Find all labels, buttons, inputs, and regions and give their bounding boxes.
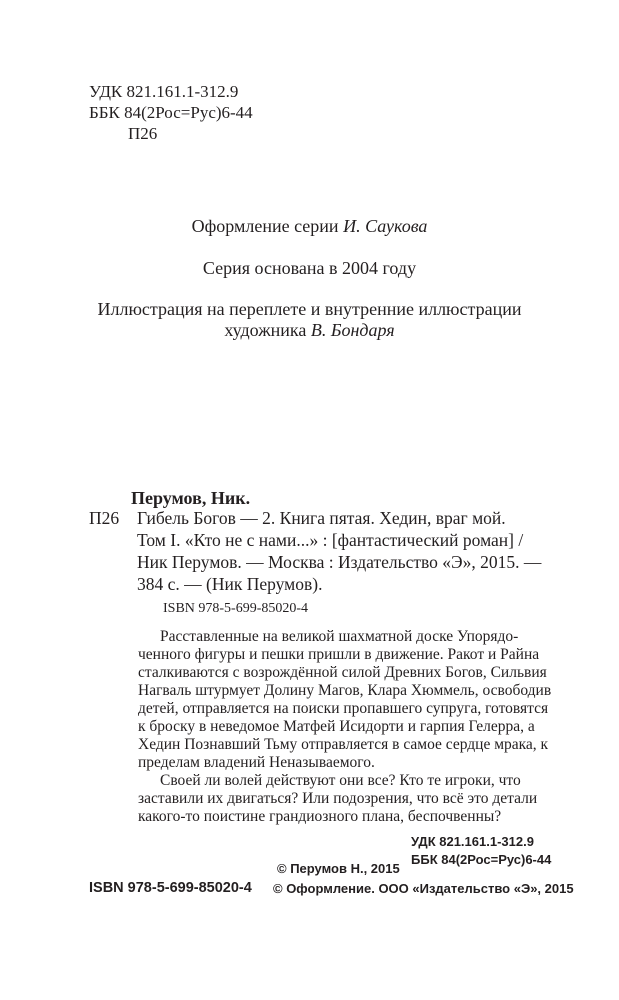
bbk-code-bold: ББК 84(2Рос=Рус)6-44 (411, 852, 552, 867)
series-founded: Серия основана в 2004 году (202, 258, 417, 278)
copyright-author: © Перумов Н., 2015 (277, 861, 400, 876)
annotation-line: Расставленные на великой шахматной доске Упорядо- (160, 628, 519, 645)
author-mark: П26 (128, 124, 158, 143)
series-design-prefix: Оформление серии (191, 216, 344, 236)
annotation-line: Нагваль штурмует Долину Магов, Клара Хюммель, освободив (138, 682, 552, 699)
annotation-line: пределам владений Неназываемого. (138, 754, 375, 771)
bbk-code: ББК 84(2Рос=Рус)6-44 (89, 103, 253, 122)
annotation-line: сталкиваются с возрождённой силой Древних Богов, Сильвия (138, 664, 547, 681)
series-designer-name: И. Саукова (343, 216, 428, 236)
illustration-credit-line1: Иллюстрация на переплете и внутренние иллюстрации (97, 299, 522, 319)
udk-code: УДК 821.161.1-312.9 (89, 82, 239, 101)
bib-isbn: ISBN 978-5-699-85020-4 (163, 601, 309, 616)
illustration-prefix: художника (224, 320, 311, 340)
annotation-line: детей, отправляется на поиски пропавшего супруга, готовятся (138, 700, 549, 717)
annotation-line: Хедин Познавший Тьму отправляется в самое сердце мрака, к (138, 736, 549, 753)
bib-author-mark: П26 (89, 508, 120, 528)
annotation-line: Своей ли волей действуют они все? Кто те игроки, что (160, 772, 521, 789)
isbn-main: ISBN 978-5-699-85020-4 (89, 880, 252, 896)
annotation-line: заставили их двигаться? Или подозрения, что всё это детали (138, 790, 538, 807)
bib-line: Ник Перумов. — Москва : Издательство «Э», 2015. — (137, 552, 542, 572)
bib-author: Перумов, Ник. (131, 488, 251, 508)
bib-line: Гибель Богов — 2. Книга пятая. Хедин, враг мой. (137, 508, 506, 528)
bib-line: 384 с. — (Ник Перумов). (137, 574, 323, 594)
bib-line: Том I. «Кто не с нами...» : [фантастический роман] / (137, 530, 524, 550)
copyright-design: © Оформление. ООО «Издательство «Э», 2015 (273, 881, 574, 896)
udk-code-bold: УДК 821.161.1-312.9 (411, 834, 534, 849)
annotation-line: какого-то поистине грандиозного плана, беспочвенны? (138, 808, 502, 825)
illustration-credit-line2 (0, 320, 619, 341)
series-design-credit (0, 216, 619, 237)
annotation-line: к броску в неведомое Матфей Исидорти и гарпия Гелерра, а (138, 718, 535, 735)
illustrator-name: В. Бондаря (310, 320, 395, 340)
annotation-line: ченного фигуры и пешки пришли в движение. Ракот и Райна (138, 646, 540, 663)
